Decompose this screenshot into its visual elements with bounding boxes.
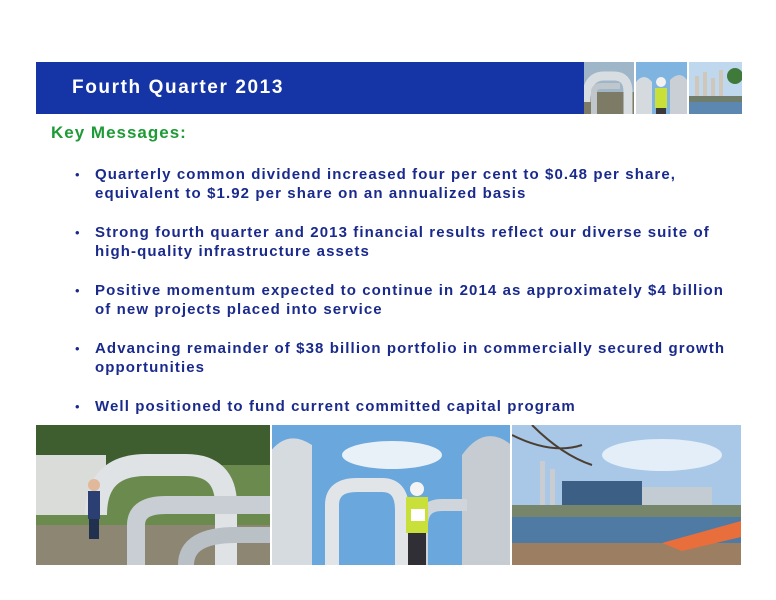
key-messages-list: [75, 165, 735, 436]
bullet-icon: •: [75, 399, 81, 414]
power-plant-thumb: [689, 62, 742, 114]
bullet-text: Positive momentum expected to continue in 2014 as approximately $4 billion of new projects placed into service: [95, 282, 725, 318]
bullet-text: Well positioned to fund current committed capital program: [95, 398, 576, 415]
bullet-icon: •: [75, 283, 81, 298]
bullet-text: Advancing remainder of $38 billion portfolio in commercially secured growth opportunities: [95, 340, 726, 376]
bullet-text: Quarterly common dividend increased four per cent to $0.48 per share, equivalent to $1.92 per share on an annualized basis: [95, 166, 677, 202]
list-item: [75, 339, 735, 377]
title-bar: [36, 62, 584, 114]
bullet-icon: •: [75, 225, 81, 240]
bullet-icon: •: [75, 167, 81, 182]
worker-thumb: [636, 62, 686, 114]
header-thumbnails: [584, 62, 742, 114]
list-item: [75, 165, 735, 203]
list-item: [75, 281, 735, 319]
slide-title: Fourth Quarter 2013: [72, 77, 285, 98]
bullet-text: Strong fourth quarter and 2013 financial results reflect our diverse suite of high-quality infrastructure assets: [95, 224, 710, 260]
key-messages-heading: Key Messages:: [51, 123, 187, 142]
list-item: [75, 223, 735, 261]
bullet-icon: •: [75, 341, 81, 356]
pipeline-facility-photo: [36, 425, 270, 565]
pipeline-thumb: [584, 62, 634, 114]
bottom-photo-strip: [36, 425, 741, 565]
list-item: [75, 397, 735, 416]
pipeline-worker-photo: [272, 425, 510, 565]
power-plant-photo: [512, 425, 741, 565]
